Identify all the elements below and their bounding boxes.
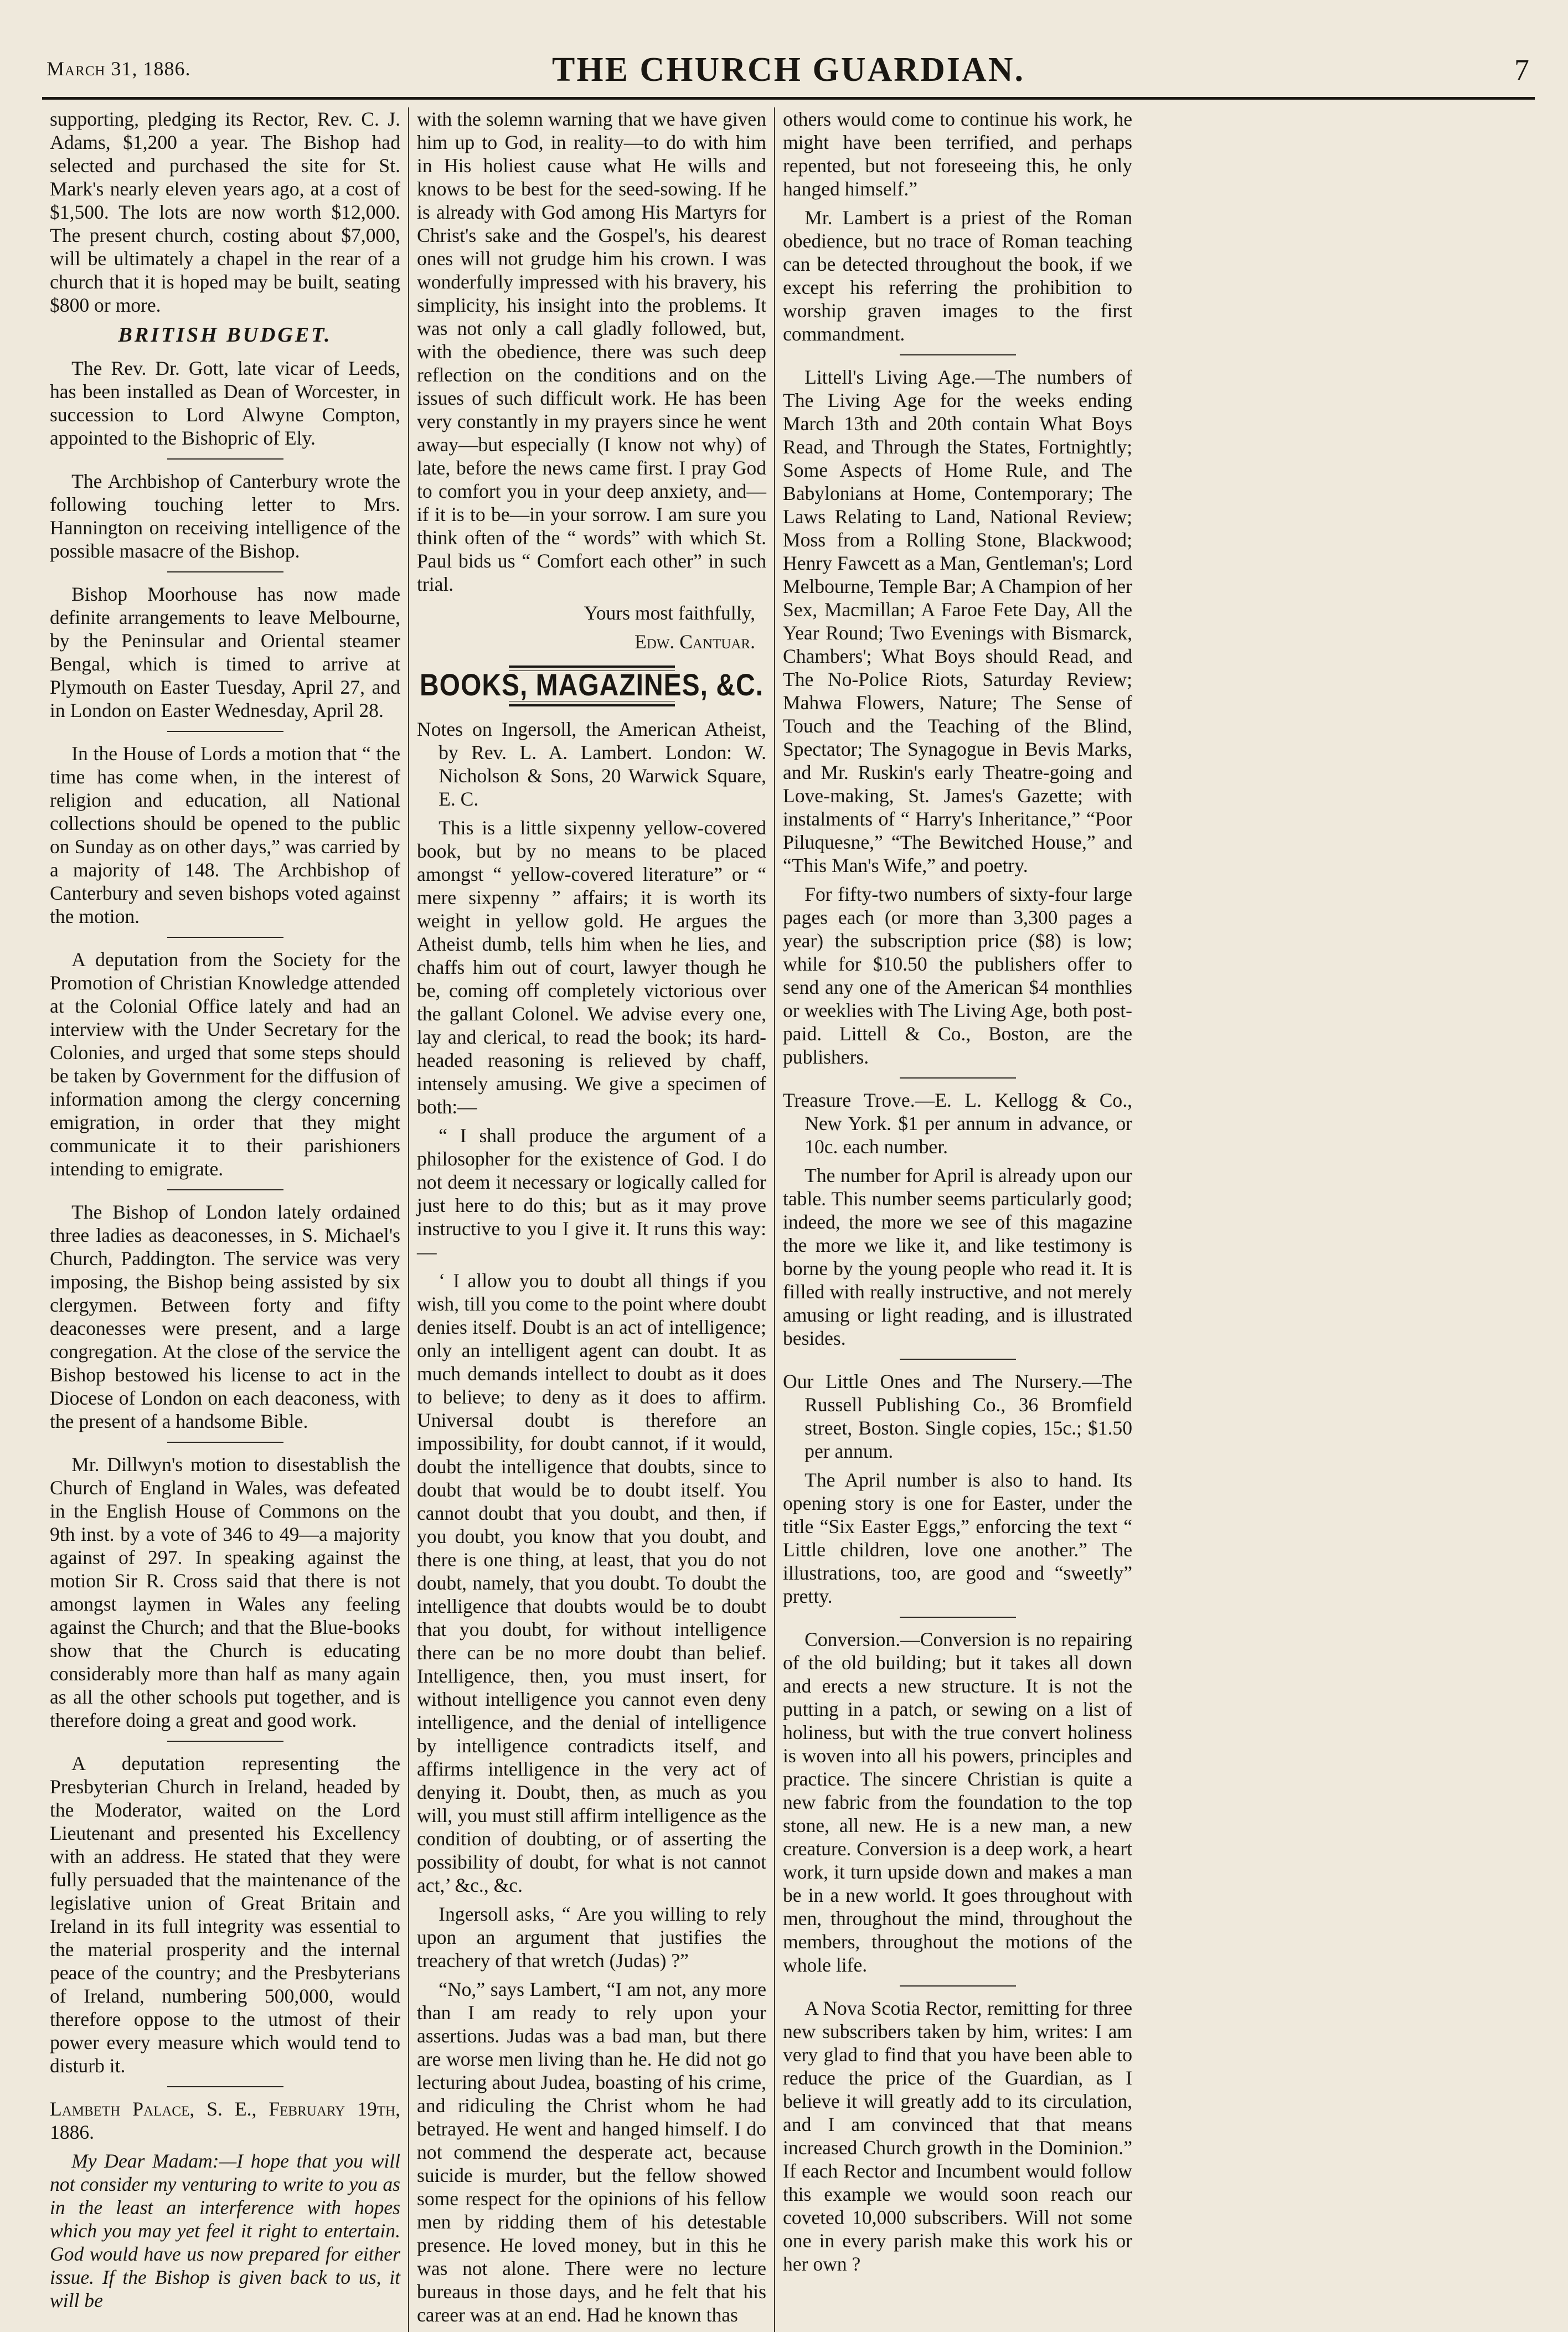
paragraph: The Bishop of London lately ordained three ladies as deaconesses, in S. Michael's Church, Paddington. The service was very imposing, the Bishop being assisted by six clergymen. Between forty and fifty deaconesses were present, and a large congregation. At the close of the service the Bishop bestowed his license to act in the Diocese of London on each deaconess, with the present of a handsome Bible. [50,1201,400,1432]
text-columns [42,107,1535,2332]
paragraph: This is a little sixpenny yellow-covered book, but by no means to be placed amongst “ yellow-covered literature” or “ mere sixpenny ” affairs; it is worth its weight in yellow gold. He argues the Atheist dumb, tells him when he lies, and chaffs him out of court, lawyer though he be, coming off completely victorious over the gallant Colonel. We advise every one, lay and clerical, to read the book; its hard-headed reasoning is relieved by chaff, intensely amusing. We give a specimen of both:— [417,817,766,1118]
paragraph: ‘ I allow you to doubt all things if you wish, till you come to the point where doubt denies itself. Doubt is an act of intelligence; only an intelligent agent can doubt. It as much demands intellect to doubt as it does to believe; to deny as it does to affirm. Universal doubt is therefore an impossibility, for doubt cannot, if it would, doubt the intelligence that doubts, since to doubt that would be to doubt itself. You cannot doubt that you doubt, and then, if you doubt, you know that you doubt, and there is one thing, at least, that you do not doubt, namely, that you doubt. To doubt the intelligence that doubts would be to doubt that you doubt, for without intelligence there can be no more doubt than belief. Intelligence, then, you must insert, for without intelligence you cannot even deny intelligence, and the denial of intelligence by intelligence contradicts itself, and affirms intelligence in the very act of denying it. Doubt, then, as much as you will, you must still affirm intelligence as the condition of doubting, or of asserting the possibility of doubt, for what is not cannot act,’ &c., &c. [417,1270,766,1896]
paragraph: For fifty-two numbers of sixty-four large pages each (or more than 3,300 pages a year) the subscription price ($8) is low; while for $10.50 the publishers offer to send any one of the American $4 monthlies or weeklies with The Living Age, both post-paid. Littell & Co., Boston, are the publishers. [783,883,1132,1068]
separator-rule [167,1189,283,1190]
issue-date: March 31, 1886. [47,58,191,80]
paragraph: “ I shall produce the argument of a philosopher for the existence of God. I do not deem it necessary or logically called for just here to do this; but as it may prove instructive to you I give it. It runs this way:— [417,1124,766,1263]
magazine-notice-title: Our Little Ones and The Nursery.—The Russell Publishing Co., 36 Bromfield street, Boston. Single copies, 15c.; $1.50 per annum. [783,1370,1132,1462]
paragraph: The Rev. Dr. Gott, late vicar of Leeds, has been installed as Dean of Worcester, in succession to Lord Alwyne Compton, appointed to the Bishopric of Ely. [50,357,400,449]
section-heading: BRITISH BUDGET. [118,323,332,347]
page-number: 7 [1514,53,1529,86]
letter-dateline: Lambeth Palace, S. E., February 19th, 1886. [50,2098,400,2143]
paragraph: “No,” says Lambert, “I am not, any more than I am ready to rely upon your assertions. Judas was a bad man, but there are worse men living than he. He did not go lecturing about Judea, boasting of his crime, and ridiculing the Christ whom he had betrayed. He went and hanged himself. I do not commend the desperate act, because suicide is murder, but the fellow showed some respect for the opinions of his fellow men by ridding them of his detestable presence. He loved money, but in this he was not alone. There were no lecture bureaus in those days, and he felt that his career was at an end. Had he known thas [417,1978,766,2326]
column-3 [774,107,1140,2332]
separator-rule [167,731,283,732]
separator-rule [900,1359,1016,1360]
letter-signature: Edw. Cantuar. [635,631,755,653]
separator-rule [900,1985,1016,1987]
letter-closing: Yours most faithfully, [584,602,755,624]
separator-rule [900,1077,1016,1079]
paragraph: with the solemn warning that we have given him up to God, in reality—to do with him in His holiest cause what He wills and knows to be best for the seed-sowing. If he is already with God among His Martyrs for Christ's sake and the Gospel's, his dearest ones will not grudge him his crown. I was wonderfully impressed with his bravery, his simplicity, his insight into the problems. It was not only a call gladly followed, but, with the obedience, there was such deep reflection on the conditions and on the issues of such difficult work. He has been very constantly in my prayers since he went away—but especially (I know not why) of late, before the news came first. I pray God to comfort you in your deep anxiety, and—if it is to be—in your sorrow. I am sure you think often of the “ words” with which St. Paul bids us “ Comfort each other” in such trial. [417,108,766,595]
separator-rule [167,458,283,460]
letter-salutation: My Dear Madam:—I hope that you will not consider my venturing to write to you as in the least an interference with hopes which you may yet feel it right to entertain. God would have us now prepared for either issue. If the Bishop is given back to us, it will be [50,2150,400,2312]
paragraph: The Archbishop of Canterbury wrote the following touching letter to Mrs. Hannington on receiving intelligence of the possible masacre of the Bishop. [50,470,400,562]
paragraph: Mr. Lambert is a priest of the Roman obedience, but no trace of Roman teaching can be detected throughout the book, if we except his referring the prohibition to worship graven images to the first commandment. [783,207,1132,345]
separator-rule [167,937,283,938]
paragraph: A deputation from the Society for the Promotion of Christian Knowledge attended at the Colonial Office lately and had an interview with the Under Secretary for the Colonies, and urged that some steps should be taken by Government for the diffusion of information among the clergy concerning emigration, in order that they might communicate it to their parishioners intending to emigrate. [50,948,400,1180]
paragraph: Bishop Moorhouse has now made definite arrangements to leave Melbourne, by the Peninsular and Oriental steamer Bengal, which is timed to arrive at Plymouth on Easter Tuesday, April 27, and in London on Easter Wednesday, April 28. [50,583,400,721]
separator-rule [900,354,1016,355]
paragraph: others would come to continue his work, he might have been terrified, and perhaps repented, but not foreseeing this, he only hanged himself.” [783,108,1132,200]
column-2 [408,107,774,2332]
paragraph: The number for April is already upon our table. This number seems particularly good; indeed, the more we see of this magazine the more we like it, and like testimony is borne by the young people who read it. It is filled with really instructive, and not merely amusing or light reading, and is illustrated besides. [783,1164,1132,1349]
separator-rule [167,571,283,572]
paragraph: supporting, pledging its Rector, Rev. C. J. Adams, $1,200 a year. The Bishop had selected and purchased the site for St. Mark's nearly eleven years ago, at a cost of $1,500. The lots are now worth $12,000. The present church, costing about $7,000, will be ultimately a chapel in the rear of a church that it is hoped may be built, seating $800 or more. [50,108,400,316]
newspaper-title: THE CHURCH GUARDIAN. [552,51,1025,89]
column-1 [42,107,408,2332]
section-heading: BOOKS, MAGAZINES, &C. [419,668,764,703]
paragraph: In the House of Lords a motion that “ the time has come when, in the interest of religion and education, all National collections should be opened to the public on Sunday as on other days,” was carried by a majority of 148. The Archbishop of Canterbury and seven bishops voted against the motion. [50,742,400,927]
paragraph: The April number is also to hand. Its opening story is one for Easter, under the title “Six Easter Eggs,” enforcing the text “ Little children, love one another.” The illustrations, too, are good and “sweetly” pretty. [783,1469,1132,1607]
magazine-notice: Littell's Living Age.—The numbers of The Living Age for the weeks ending March 13th and 20th contain What Boys Read, and Through the States, Fortnightly; Some Aspects of Home Rule, and The Babylonians at Home, Contemporary; The Laws Relating to Land, National Review; Moss from a Rolling Stone, Blackwood; Henry Fawcett as a Man, Gentleman's; Lord Melbourne, Temple Bar; A Champion of her Sex, Macmillan; A Faroe Fete Day, All the Year Round; Two Evenings with Bismarck, Chambers'; What Boys should Read, and The No-Police Riots, Saturday Review; Mahwa Flowers, Nature; The Sense of Touch and the Teaching of the Blind, Spectator; The Synagogue in Bevis Marks, and Mr. Ruskin's early Theatre-going and Love-making, St. James's Gazette; with instalments of “ Harry's Inheritance,” “Poor Piluquesne,” “The Bewitched House,” and “This Man's Wife,” and poetry. [783,366,1132,876]
separator-rule [900,1617,1016,1618]
paragraph: A deputation representing the Presbyterian Church in Ireland, headed by the Moderator, waited on the Lord Lieutenant and presented his Excellency with an address. He stated that they were fully persuaded that the maintenance of the legislative union of Great Britain and Ireland in its full integrity was essential to the material prosperity and the internal peace of the country; and the Presbyterians of Ireland, numbering 500,000, would therefore oppose to the utmost of their power every measure which would tend to disturb it. [50,1752,400,2077]
separator-rule [167,2086,283,2087]
book-notice-title: Notes on Ingersoll, the American Atheist, by Rev. L. A. Lambert. London: W. Nicholson & Sons, 20 Warwick Square, E. C. [417,718,766,810]
paragraph: A Nova Scotia Rector, remitting for three new subscribers taken by him, writes: I am very glad to find that you have been able to reduce the price of the Guardian, as I believe it will greatly add to its circulation, and I am convinced that that means increased Church growth in the Dominion.” If each Rector and Incumbent would follow this example we would soon reach our coveted 10,000 subscribers. Will not some one in every parish make this work his or her own ? [783,1997,1132,2275]
paragraph: Ingersoll asks, “ Are you willing to rely upon an argument that justifies the treachery of that wretch (Judas) ?” [417,1903,766,1972]
masthead [42,30,1535,100]
paragraph: Mr. Dillwyn's motion to disestablish the Church of England in Wales, was defeated in the English House of Commons on the 9th inst. by a vote of 346 to 49—a majority against of 297. In speaking against the motion Sir R. Cross said that there is not amongst laymen in Wales any feeling against the Church; and that the Blue-books show that the Church is educating considerably more than half as many again as all the other schools put together, and is therefore doing a great and good work. [50,1453,400,1731]
magazine-notice-title: Treasure Trove.—E. L. Kellogg & Co., New York. $1 per annum in advance, or 10c. each number. [783,1089,1132,1158]
separator-rule [167,1741,283,1742]
paragraph: Conversion.—Conversion is no repairing of the old building; but it takes all down and erects a new structure. It is not the putting in a patch, or sewing on a list of holiness, but with the true convert holiness is woven into all his powers, principles and practice. The sincere Christian is quite a new fabric from the foundation to the top stone, all new. He is a new man, a new creature. Conversion is a deep work, a heart work, it turn upside down and makes a man be in a new world. It goes throughout with men, throughout the mind, throughout the members, throughout the motions of the whole life. [783,1628,1132,1976]
separator-rule [167,1442,283,1443]
